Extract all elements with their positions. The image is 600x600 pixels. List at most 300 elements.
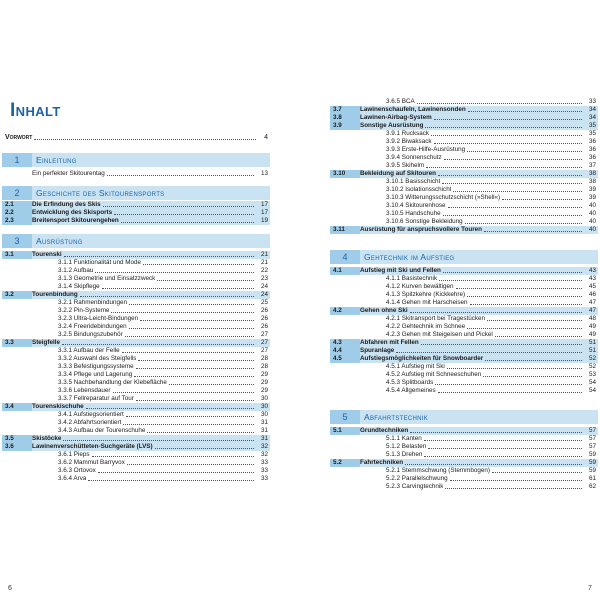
toc-entry-text: 5.1.2 Belasten bbox=[386, 443, 427, 450]
page-number-left: 6 bbox=[8, 585, 12, 592]
leader-dots bbox=[80, 296, 254, 297]
toc-entry-page: 39 bbox=[588, 194, 596, 201]
toc-entry-number: 2.2 bbox=[2, 209, 32, 217]
toc-entry[interactable] bbox=[2, 395, 270, 403]
toc-entry-number: 5.1 bbox=[330, 427, 360, 435]
toc-entry-page: 25 bbox=[260, 299, 268, 306]
toc-entry[interactable] bbox=[330, 218, 598, 226]
leader-dots bbox=[155, 448, 254, 449]
leader-dots bbox=[467, 296, 582, 297]
leader-dots bbox=[136, 368, 254, 369]
toc-entry-text: 3.10.1 Basisschicht bbox=[386, 178, 441, 185]
leader-dots bbox=[425, 127, 582, 128]
leader-dots bbox=[114, 214, 254, 215]
toc-entry-page: 27 bbox=[260, 339, 268, 346]
leader-dots bbox=[434, 143, 583, 144]
toc-entry[interactable] bbox=[330, 475, 598, 483]
toc-entry-text: 3.6.1 Pieps bbox=[58, 451, 90, 458]
toc-subsection[interactable] bbox=[330, 427, 598, 435]
toc-entry-number: 4.1 bbox=[330, 267, 360, 275]
toc-entry[interactable] bbox=[2, 451, 270, 459]
toc-entry-number: 3.10 bbox=[330, 170, 360, 178]
toc-entry-page: 54 bbox=[588, 387, 596, 394]
toc-entry-text: 3.10.3 Witterungsschutzschicht (»Shell«) bbox=[386, 194, 501, 201]
leader-dots bbox=[487, 320, 582, 321]
toc-entry[interactable] bbox=[2, 427, 270, 435]
toc-entry-vorwort[interactable] bbox=[2, 133, 270, 142]
toc-subsection[interactable] bbox=[2, 209, 270, 217]
toc-entry-text: 4.2.2 Gehtechnik im Schnee bbox=[386, 323, 466, 330]
toc-entry-page: 40 bbox=[588, 226, 596, 233]
toc-entry[interactable] bbox=[330, 186, 598, 194]
toc-entry-page: 33 bbox=[260, 467, 268, 474]
toc-entry-text: 3.3.6 Lebensdauer bbox=[58, 387, 111, 394]
leader-dots bbox=[421, 344, 582, 345]
left-page bbox=[2, 0, 270, 600]
toc-entry[interactable] bbox=[330, 451, 598, 459]
toc-subsection[interactable] bbox=[330, 170, 598, 178]
toc-entry-text: 3.9.5 Skihelm bbox=[386, 162, 425, 169]
toc-entry-page: 37 bbox=[588, 162, 596, 169]
toc-entry[interactable] bbox=[330, 275, 598, 283]
leader-dots bbox=[169, 384, 254, 385]
toc-entry-text: 4.1.1 Basistechnik bbox=[386, 275, 438, 282]
toc-entry[interactable] bbox=[330, 138, 598, 146]
leader-dots bbox=[465, 223, 582, 224]
toc-entry-page: 32 bbox=[260, 443, 268, 450]
toc-entry-text: 4.5.3 Splitboards bbox=[386, 379, 434, 386]
toc-entry-page: 54 bbox=[588, 379, 596, 386]
toc-entry[interactable] bbox=[330, 299, 598, 307]
toc-entry-text: Tourenskischuhe bbox=[32, 403, 84, 410]
toc-entry-page: 35 bbox=[588, 122, 596, 129]
toc-entry-number: 4.4 bbox=[330, 347, 360, 355]
toc-entry-number: 3.1 bbox=[2, 251, 32, 259]
section-title: Abfahrtstechnik bbox=[364, 412, 429, 422]
section-header-3[interactable] bbox=[2, 234, 270, 248]
leader-dots bbox=[136, 400, 254, 401]
toc-entry[interactable] bbox=[330, 435, 598, 443]
section-title: Geschichte des Skitourensports bbox=[36, 188, 165, 198]
toc-entry-page: 52 bbox=[588, 355, 596, 362]
toc-entry[interactable] bbox=[330, 483, 598, 491]
toc-subsection[interactable] bbox=[330, 267, 598, 275]
toc-entry[interactable] bbox=[330, 162, 598, 170]
toc-entry[interactable] bbox=[2, 363, 270, 371]
toc-entry-page: 38 bbox=[588, 178, 596, 185]
toc-entry[interactable] bbox=[330, 363, 598, 371]
leader-dots bbox=[448, 207, 582, 208]
toc-entry[interactable] bbox=[330, 130, 598, 138]
leader-dots bbox=[456, 288, 582, 289]
toc-entry-text: Entwicklung des Skisports bbox=[32, 209, 113, 216]
toc-entry[interactable] bbox=[2, 387, 270, 395]
leader-dots bbox=[424, 456, 582, 457]
section-title: Ausrüstung bbox=[36, 236, 83, 246]
toc-entry-text: 5.1.1 Kanten bbox=[386, 435, 422, 442]
toc-entry[interactable] bbox=[330, 283, 598, 291]
toc-entry-page: 59 bbox=[588, 451, 596, 458]
toc-entry-page: 17 bbox=[260, 201, 268, 208]
toc-entry-text: 4.5.2 Aufstieg mit Schneeschuhen bbox=[386, 371, 482, 378]
leader-dots bbox=[111, 312, 254, 313]
toc-entry-text: Fahrtechniken bbox=[360, 459, 404, 466]
toc-entry[interactable] bbox=[2, 419, 270, 427]
toc-entry-page: 57 bbox=[588, 427, 596, 434]
leader-dots bbox=[125, 336, 254, 337]
toc-entry-text: 3.10.6 Sonstige Bekleidung bbox=[386, 218, 463, 225]
toc-entry-number: 3.11 bbox=[330, 226, 360, 234]
leader-dots bbox=[468, 111, 582, 112]
toc-entry-page: 29 bbox=[260, 387, 268, 394]
toc-entry-text: Grundtechniken bbox=[360, 427, 409, 434]
leader-dots bbox=[410, 312, 582, 313]
toc-entry-page: 29 bbox=[260, 379, 268, 386]
section-number: 5 bbox=[330, 410, 360, 424]
section-number: 2 bbox=[2, 186, 32, 200]
toc-entry[interactable] bbox=[2, 307, 270, 315]
toc-entry-page: 26 bbox=[260, 323, 268, 330]
leader-dots bbox=[502, 199, 582, 200]
leader-dots bbox=[107, 175, 254, 176]
toc-entry-page: 23 bbox=[260, 275, 268, 282]
toc-entry-page: 27 bbox=[260, 347, 268, 354]
toc-entry-number: 3.2 bbox=[2, 291, 32, 299]
page-title: Inhalt bbox=[10, 100, 61, 121]
page-number-right: 7 bbox=[588, 585, 592, 592]
toc-entry-text: 3.2.1 Rahmenbindungen bbox=[58, 299, 127, 306]
section-header-2[interactable] bbox=[2, 186, 270, 200]
toc-entry-page: 59 bbox=[588, 459, 596, 466]
toc-entry-page: 40 bbox=[588, 210, 596, 217]
toc-entry-text: Aufstiegsmöglichkeiten für Snowboarder bbox=[360, 355, 484, 362]
toc-entry-text: Abfahren mit Fellen bbox=[360, 339, 419, 346]
leader-dots bbox=[445, 488, 582, 489]
leader-dots bbox=[122, 352, 254, 353]
toc-entry-page: 28 bbox=[260, 355, 268, 362]
toc-entry-page: 36 bbox=[588, 146, 596, 153]
toc-entry-page: 19 bbox=[260, 217, 268, 224]
leader-dots bbox=[64, 256, 254, 257]
toc-entry[interactable] bbox=[330, 467, 598, 475]
toc-entry-text: 3.2.5 Bindungszubehör bbox=[58, 331, 123, 338]
toc-entry[interactable] bbox=[2, 170, 270, 178]
toc-entry-page: 33 bbox=[260, 459, 268, 466]
toc-entry-page: 43 bbox=[588, 267, 596, 274]
toc-subsection[interactable] bbox=[330, 114, 598, 122]
toc-entry[interactable] bbox=[330, 443, 598, 451]
toc-entry-page: 36 bbox=[588, 138, 596, 145]
toc-subsection[interactable] bbox=[330, 122, 598, 130]
toc-entry-text: Breitensport Skitourengehen bbox=[32, 217, 119, 224]
toc-entry[interactable] bbox=[2, 355, 270, 363]
toc-entry[interactable] bbox=[330, 323, 598, 331]
toc-entry-text: 4.2.1 Skitransport bei Tragestücken bbox=[386, 315, 486, 322]
leader-dots bbox=[140, 320, 254, 321]
toc-entry-page: 26 bbox=[260, 307, 268, 314]
leader-dots bbox=[483, 376, 582, 377]
toc-entry-text: 3.9.2 Biwaksack bbox=[386, 138, 432, 145]
toc-entry-page: 30 bbox=[260, 403, 268, 410]
toc-entry-text: 3.9.3 Erste-Hilfe-Ausrüstung bbox=[386, 146, 466, 153]
leader-dots bbox=[92, 456, 254, 457]
toc-subsection[interactable] bbox=[2, 403, 270, 411]
toc-entry-text: Die Erfindung des Skis bbox=[32, 201, 101, 208]
toc-entry[interactable] bbox=[2, 347, 270, 355]
toc-entry-number: 3.8 bbox=[330, 114, 360, 122]
leader-dots bbox=[428, 448, 582, 449]
toc-entry-page: 39 bbox=[588, 186, 596, 193]
toc-entry-page: 49 bbox=[588, 331, 596, 338]
toc-entry-text: 3.10.4 Skitourenhose bbox=[386, 202, 446, 209]
leader-dots bbox=[123, 424, 254, 425]
toc-entry[interactable] bbox=[330, 146, 598, 154]
leader-dots bbox=[467, 328, 582, 329]
section-title: Gehtechnik im Aufstieg bbox=[364, 252, 455, 262]
toc-entry-page: 21 bbox=[260, 259, 268, 266]
toc-entry-page: 43 bbox=[588, 275, 596, 282]
toc-entry-page: 29 bbox=[260, 371, 268, 378]
toc-subsection[interactable] bbox=[330, 226, 598, 234]
toc-entry-text: 3.1.1 Funktionalität und Mode bbox=[58, 259, 141, 266]
toc-entry-text: 3.2.4 Freeridebindungen bbox=[58, 323, 127, 330]
leader-dots bbox=[447, 368, 582, 369]
toc-subsection[interactable] bbox=[2, 339, 270, 347]
toc-entry-page: 33 bbox=[588, 98, 596, 105]
toc-subsection[interactable] bbox=[2, 201, 270, 209]
toc-entry-text: Tourenski bbox=[32, 251, 62, 258]
toc-entry-text: 3.2.3 Ultra-Leicht-Bindungen bbox=[58, 315, 139, 322]
leader-dots bbox=[470, 304, 582, 305]
toc-entry-text: Gehen ohne Ski bbox=[360, 307, 408, 314]
toc-entry[interactable] bbox=[330, 387, 598, 395]
toc-entry[interactable] bbox=[2, 275, 270, 283]
section-header-5[interactable] bbox=[330, 410, 598, 424]
toc-entry-text: 4.1.2 Kurven bewältigen bbox=[386, 283, 454, 290]
toc-entry-page: 49 bbox=[588, 323, 596, 330]
section-number: 3 bbox=[2, 234, 32, 248]
toc-entry-page: 24 bbox=[260, 283, 268, 290]
toc-entry-page: 53 bbox=[588, 371, 596, 378]
leader-dots bbox=[426, 167, 582, 168]
toc-entry-page: 22 bbox=[260, 267, 268, 274]
toc-subsection[interactable] bbox=[330, 307, 598, 315]
toc-entry[interactable] bbox=[2, 331, 270, 339]
toc-entry-text: 3.4.3 Aufbau der Tourenschuhe bbox=[58, 427, 146, 434]
toc-entry-page: 52 bbox=[588, 363, 596, 370]
toc-entry-text: 3.10.5 Handschuhe bbox=[386, 210, 441, 217]
toc-subsection[interactable] bbox=[2, 443, 270, 451]
toc-entry-text: 3.6.3 Ortovox bbox=[58, 467, 96, 474]
leader-dots bbox=[63, 440, 254, 441]
toc-entry-page: 31 bbox=[260, 427, 268, 434]
toc-entry-text: 3.3.2 Auswahl des Steigfells bbox=[58, 355, 137, 362]
toc-entry-page: 45 bbox=[588, 283, 596, 290]
toc-subsection[interactable] bbox=[2, 251, 270, 259]
toc-entry-text: Lawinen-Airbag-System bbox=[360, 114, 432, 121]
section-number: 4 bbox=[330, 250, 360, 264]
toc-subsection[interactable] bbox=[330, 339, 598, 347]
toc-entry[interactable] bbox=[2, 259, 270, 267]
toc-entry-page: 21 bbox=[260, 251, 268, 258]
toc-entry-text: 4.1.3 Spitzkehre (Kickkehre) bbox=[386, 291, 466, 298]
leader-dots bbox=[450, 480, 582, 481]
toc-entry[interactable] bbox=[330, 291, 598, 299]
toc-entry-number: 4.3 bbox=[330, 339, 360, 347]
toc-entry-page: 34 bbox=[588, 114, 596, 121]
toc-entry-text: Spuranlage bbox=[360, 347, 395, 354]
toc-entry[interactable] bbox=[2, 283, 270, 291]
toc-entry-number: 2.3 bbox=[2, 217, 32, 225]
toc-entry-text: 3.1.2 Aufbau bbox=[58, 267, 94, 274]
leader-dots bbox=[453, 191, 582, 192]
toc-entry-text: Ein perfekter Skitourentag bbox=[32, 170, 105, 177]
leader-dots bbox=[103, 206, 254, 207]
toc-subsection[interactable] bbox=[330, 106, 598, 114]
toc-entry[interactable] bbox=[2, 459, 270, 467]
toc-entry[interactable] bbox=[2, 299, 270, 307]
toc-entry-page: 17 bbox=[260, 209, 268, 216]
toc-entry-text: 3.3.4 Pflege und Lagerung bbox=[58, 371, 133, 378]
toc-entry[interactable] bbox=[330, 379, 598, 387]
toc-entry[interactable] bbox=[330, 331, 598, 339]
toc-entry-page: 28 bbox=[260, 363, 268, 370]
toc-entry-page: 40 bbox=[588, 218, 596, 225]
toc-entry-text: 3.9.1 Rucksack bbox=[386, 130, 430, 137]
leader-dots bbox=[113, 392, 254, 393]
toc-entry-page: 61 bbox=[588, 475, 596, 482]
leader-dots bbox=[34, 139, 256, 140]
leader-dots bbox=[439, 280, 582, 281]
leader-dots bbox=[95, 272, 254, 273]
toc-entry-text: 3.3.5 Nachbehandlung der Klebefläche bbox=[58, 379, 167, 386]
toc-entry-page: 31 bbox=[260, 419, 268, 426]
toc-entry[interactable] bbox=[330, 202, 598, 210]
toc-subsection[interactable] bbox=[2, 291, 270, 299]
leader-dots bbox=[396, 352, 582, 353]
leader-dots bbox=[134, 376, 254, 377]
leader-dots bbox=[438, 175, 582, 176]
leader-dots bbox=[431, 135, 582, 136]
toc-entry[interactable] bbox=[2, 379, 270, 387]
toc-subsection[interactable] bbox=[2, 435, 270, 443]
toc-entry-text: Lawinenverschütteten-Suchgeräte (LVS) bbox=[32, 443, 153, 450]
toc-entry-text: 5.1.3 Drehen bbox=[386, 451, 423, 458]
toc-entry[interactable] bbox=[330, 210, 598, 218]
leader-dots bbox=[129, 304, 254, 305]
toc-entry[interactable] bbox=[2, 371, 270, 379]
toc-entry[interactable] bbox=[330, 178, 598, 186]
toc-entry-page: 34 bbox=[588, 106, 596, 113]
right-page bbox=[330, 0, 598, 600]
toc-entry-text: 4.1.4 Gehen mit Harscheisen bbox=[386, 299, 468, 306]
toc-entry-page: 33 bbox=[260, 475, 268, 482]
toc-entry[interactable] bbox=[2, 267, 270, 275]
toc-entry-page: 30 bbox=[260, 395, 268, 402]
leader-dots bbox=[88, 480, 254, 481]
leader-dots bbox=[438, 392, 582, 393]
toc-entry-text: 3.1.4 Skipflege bbox=[58, 283, 100, 290]
toc-subsection[interactable] bbox=[2, 217, 270, 225]
toc-subsection[interactable] bbox=[330, 347, 598, 355]
toc-entry-page: 36 bbox=[588, 154, 596, 161]
toc-entry-text: Sonstige Ausrüstung bbox=[360, 122, 424, 129]
toc-entry-page: 32 bbox=[260, 451, 268, 458]
section-header-1[interactable] bbox=[2, 153, 270, 167]
toc-entry[interactable] bbox=[330, 194, 598, 202]
toc-entry-number: 3.4 bbox=[2, 403, 32, 411]
toc-entry-text: 3.3.1 Aufbau der Felle bbox=[58, 347, 120, 354]
leader-dots bbox=[62, 344, 254, 345]
toc-entry[interactable] bbox=[2, 323, 270, 331]
toc-entry-text: Lawinenschaufeln, Lawinensonden bbox=[360, 106, 466, 113]
toc-entry-text: 3.4.2 Abfahrtsorientiert bbox=[58, 419, 122, 426]
toc-entry-number: 2.1 bbox=[2, 201, 32, 209]
toc-entry-text: 3.4.1 Aufstiegsorientiert bbox=[58, 411, 124, 418]
toc-entry-page: 35 bbox=[588, 130, 596, 137]
toc-entry-text: Vorwort bbox=[5, 134, 33, 141]
toc-entry[interactable] bbox=[2, 467, 270, 475]
toc-entry-text: 5.2.1 Stemmschwung (Stemmbogen) bbox=[386, 467, 490, 474]
toc-entry-text: Steigfelle bbox=[32, 339, 60, 346]
toc-entry[interactable] bbox=[2, 411, 270, 419]
toc-entry-page: 59 bbox=[588, 467, 596, 474]
toc-entry[interactable] bbox=[330, 154, 598, 162]
toc-entry-number: 3.7 bbox=[330, 106, 360, 114]
toc-entry-text: 4.2.3 Gehen mit Steigeisen und Pickel bbox=[386, 331, 493, 338]
toc-entry-page: 51 bbox=[588, 339, 596, 346]
toc-entry-page: 46 bbox=[588, 291, 596, 298]
toc-entry-text: Bekleidung auf Skitouren bbox=[360, 170, 436, 177]
toc-entry-text: 3.9.4 Sonnenschutz bbox=[386, 154, 442, 161]
toc-entry-page: 26 bbox=[260, 315, 268, 322]
toc-entry-text: 3.6.2 Mammut Barryvox bbox=[58, 459, 125, 466]
leader-dots bbox=[102, 288, 254, 289]
toc-subsection[interactable] bbox=[330, 459, 598, 467]
toc-entry-number: 3.5 bbox=[2, 435, 32, 443]
toc-subsection[interactable] bbox=[330, 355, 598, 363]
leader-dots bbox=[443, 215, 582, 216]
toc-entry-number: 3.3 bbox=[2, 339, 32, 347]
toc-entry-page: 51 bbox=[588, 347, 596, 354]
toc-entry[interactable] bbox=[2, 475, 270, 483]
toc-entry[interactable] bbox=[330, 371, 598, 379]
toc-entry-page: 4 bbox=[264, 134, 268, 141]
toc-entry-text: 4.5.1 Aufstieg mit Ski bbox=[386, 363, 445, 370]
section-header-4[interactable] bbox=[330, 250, 598, 264]
leader-dots bbox=[442, 183, 582, 184]
leader-dots bbox=[435, 384, 582, 385]
toc-entry-text: 3.10.2 Isolationsschicht bbox=[386, 186, 452, 193]
leader-dots bbox=[86, 408, 254, 409]
leader-dots bbox=[444, 159, 582, 160]
toc-entry[interactable] bbox=[2, 315, 270, 323]
leader-dots bbox=[129, 328, 254, 329]
toc-entry[interactable] bbox=[330, 315, 598, 323]
toc-entry-text: 3.6.5 BCA bbox=[386, 98, 415, 105]
toc-entry-text: 3.2.2 Pin-Systeme bbox=[58, 307, 110, 314]
toc-entry[interactable] bbox=[330, 98, 598, 106]
leader-dots bbox=[127, 464, 254, 465]
leader-dots bbox=[405, 464, 582, 465]
leader-dots bbox=[495, 336, 582, 337]
toc-entry-text: 3.3.3 Befestigungssysteme bbox=[58, 363, 134, 370]
toc-entry-page: 30 bbox=[260, 411, 268, 418]
toc-entry-page: 24 bbox=[260, 291, 268, 298]
leader-dots bbox=[492, 472, 582, 473]
toc-entry-page: 47 bbox=[588, 307, 596, 314]
leader-dots bbox=[147, 432, 254, 433]
